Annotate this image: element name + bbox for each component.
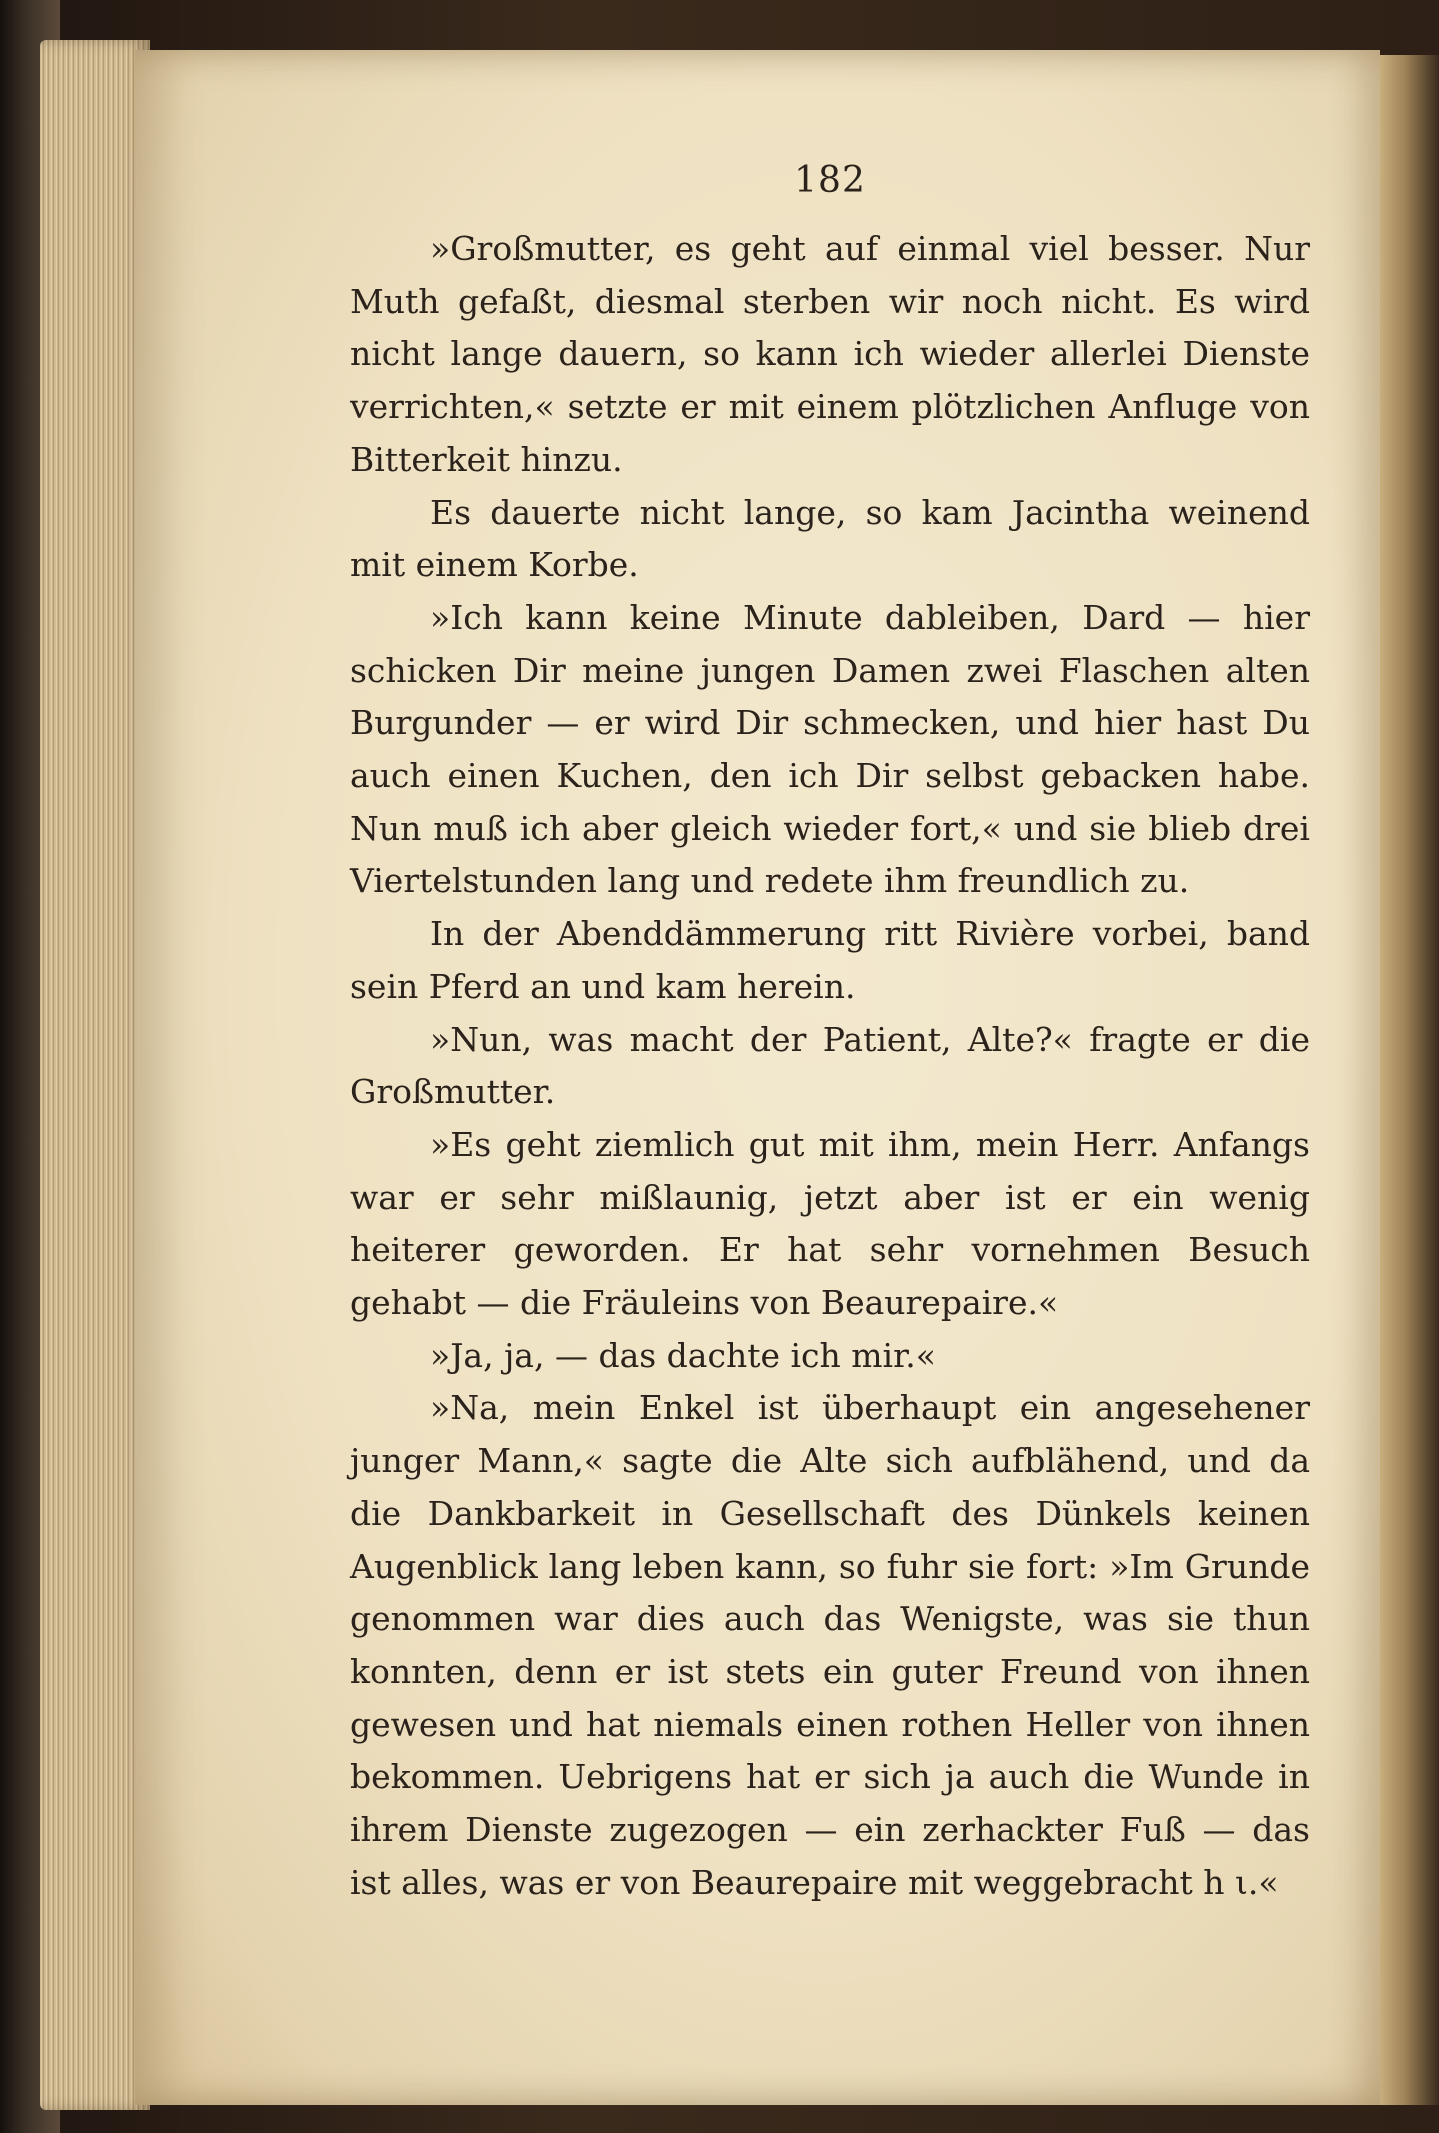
- page-gutter-right: [1380, 55, 1439, 2105]
- paragraph: Es dauerte nicht lange, so kam Jacintha weinend mit einem Korbe.: [350, 492, 1310, 585]
- paragraph: »Ja, ja, — das dachte ich mir.«: [430, 1335, 936, 1375]
- page-stack-edges: [40, 40, 150, 2110]
- paragraph: In der Abenddämmerung ritt Rivière vorbei, band sein Pferd an und kam herein.: [350, 914, 1310, 1006]
- page-number: 182: [794, 160, 866, 201]
- page-text-block: [350, 160, 1310, 1910]
- paragraph: »Ich kann keine Minute dableiben, Dard — hier schicken Dir meine jungen Damen zwei Flaschen alten Burgunder — er wird Dir schmecken, und hier hast Du auch einen Kuchen, den ich Dir selbst gebacken habe. Nun muß ich aber gleich wieder fort,« und sie blieb drei Viertelstunden lang und redete ihm freundlich zu.: [350, 597, 1310, 901]
- paragraph: »Es geht ziemlich gut mit ihm, mein Herr. Anfangs war er sehr mißlaunig, jetzt aber ist er ein wenig heiterer geworden. Er hat sehr vornehmen Besuch gehabt — die Fräuleins von Beaurepaire.«: [350, 1124, 1310, 1323]
- paragraph: »Großmutter, es geht auf einmal viel besser. Nur Muth gefaßt, diesmal sterben wir noch nicht. Es wird nicht lange dauern, so kann ich wieder allerlei Dienste verrichten,« setzte er mit einem plötzlichen Anfluge von Bitterkeit hinzu.: [350, 229, 1310, 479]
- paragraph: »Nun, was macht der Patient, Alte?« fragte er die Großmutter.: [350, 1019, 1310, 1112]
- paragraph: »Na, mein Enkel ist überhaupt ein angesehener junger Mann,« sagte die Alte sich aufblähend, und da die Dankbarkeit in Gesellschaft des Dünkels keinen Augenblick lang leben kann, so fuhr sie fort: »Im Grunde genommen war dies auch das Wenigste, was sie thun konnten, denn er ist stets ein guter Freund von ihnen gewesen und hat niemals einen rothen Heller von ihnen bekommen. Uebrigens hat er sich ja auch die Wunde in ihrem Dienste zugezogen — ein zerhackter Fuß — das ist alles, was er von Beaurepaire mit weggebracht h ι.«: [350, 1388, 1310, 1902]
